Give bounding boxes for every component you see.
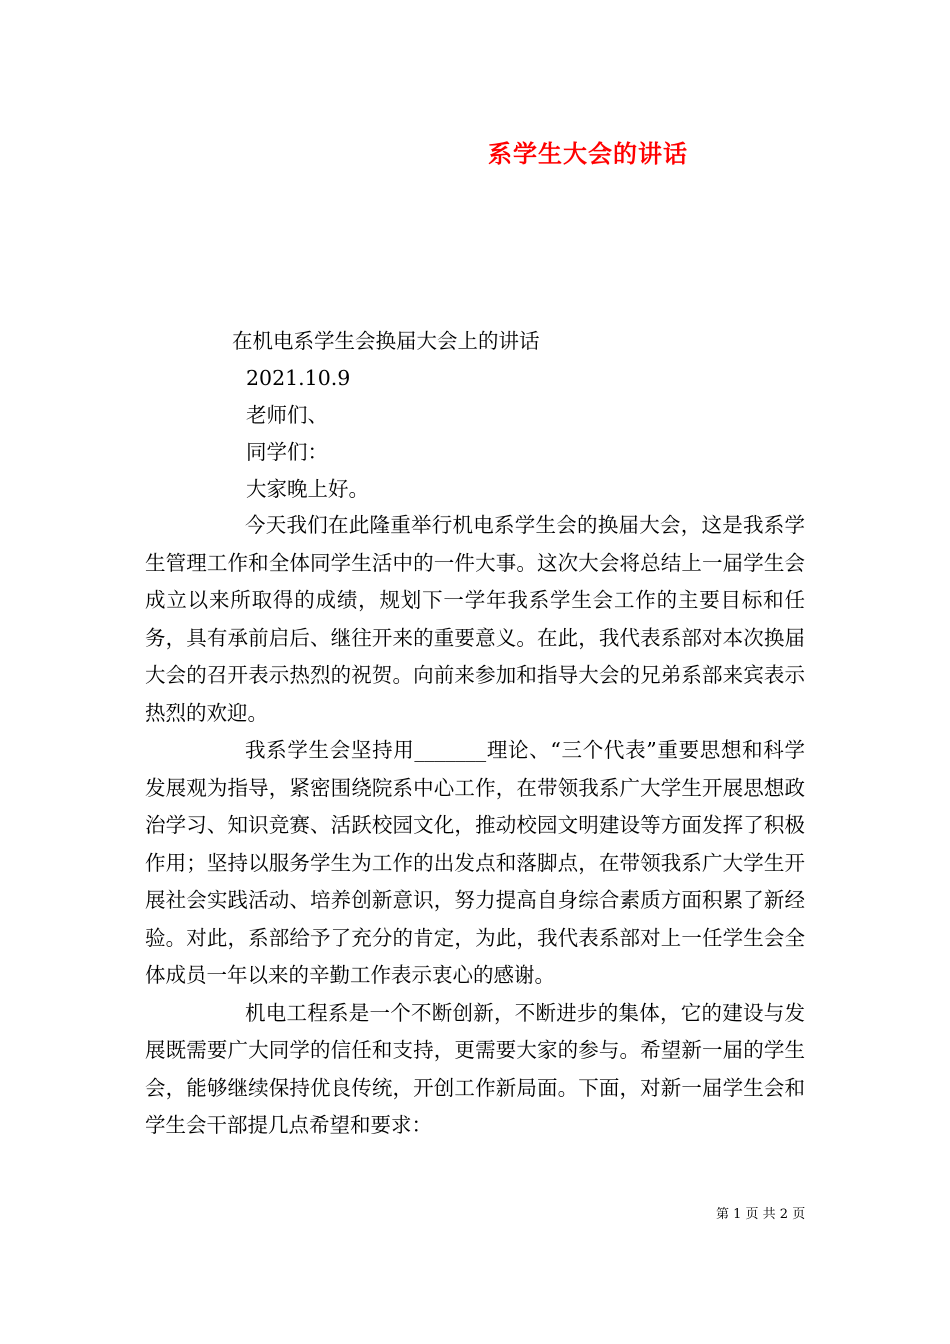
salutation-students: 同学们： bbox=[246, 440, 328, 464]
paragraph: 今天我们在此隆重举行机电系学生会的换届大会，这是我系学生管理工作和全体同学生活中的一件大事。这次大会将总结上一届学生会成立以来所取得的成绩，规划下一学年我系学生会工作的主要目标和任务，具有承前启后、继往开来的重要意义。在此，我代表系部对本次换届大会的召开表示热烈的祝贺。向前来参加和指导大会的兄弟系部来宾表示热烈的欢迎。 bbox=[145, 513, 805, 725]
speech-body bbox=[145, 507, 805, 1145]
speech-date: 2021.10.9 bbox=[246, 366, 351, 390]
paragraph: 我系学生会坚持用_______理论、“三个代表”重要思想和科学发展观为指导，紧密围绕院系中心工作，在带领我系广大学生开展思想政治学习、知识竞赛、活跃校园文化，推动校园文明建设等方面发挥了积极作用；坚持以服务学生为工作的出发点和落脚点，在带领我系广大学生开展社会实践活动、培养创新意识，努力提高自身综合素质方面积累了新经验。对此，系部给予了充分的肯定，为此，我代表系部对上一任学生会全体成员一年以来的辛勤工作表示衷心的感谢。 bbox=[145, 738, 805, 987]
salutation-teachers: 老师们、 bbox=[246, 403, 328, 427]
speech-heading: 在机电系学生会换届大会上的讲话 bbox=[232, 329, 540, 353]
document-title: 系学生大会的讲话 bbox=[488, 139, 688, 168]
greeting: 大家晚上好。 bbox=[246, 477, 369, 501]
paragraph: 机电工程系是一个不断创新，不断进步的集体，它的建设与发展既需要广大同学的信任和支持，更需要大家的参与。希望新一届的学生会，能够继续保持优良传统，开创工作新局面。下面，对新一届学生会和学生会干部提几点希望和要求： bbox=[145, 1000, 805, 1137]
page-number: 第 1 页 共 2 页 bbox=[716, 1207, 806, 1222]
